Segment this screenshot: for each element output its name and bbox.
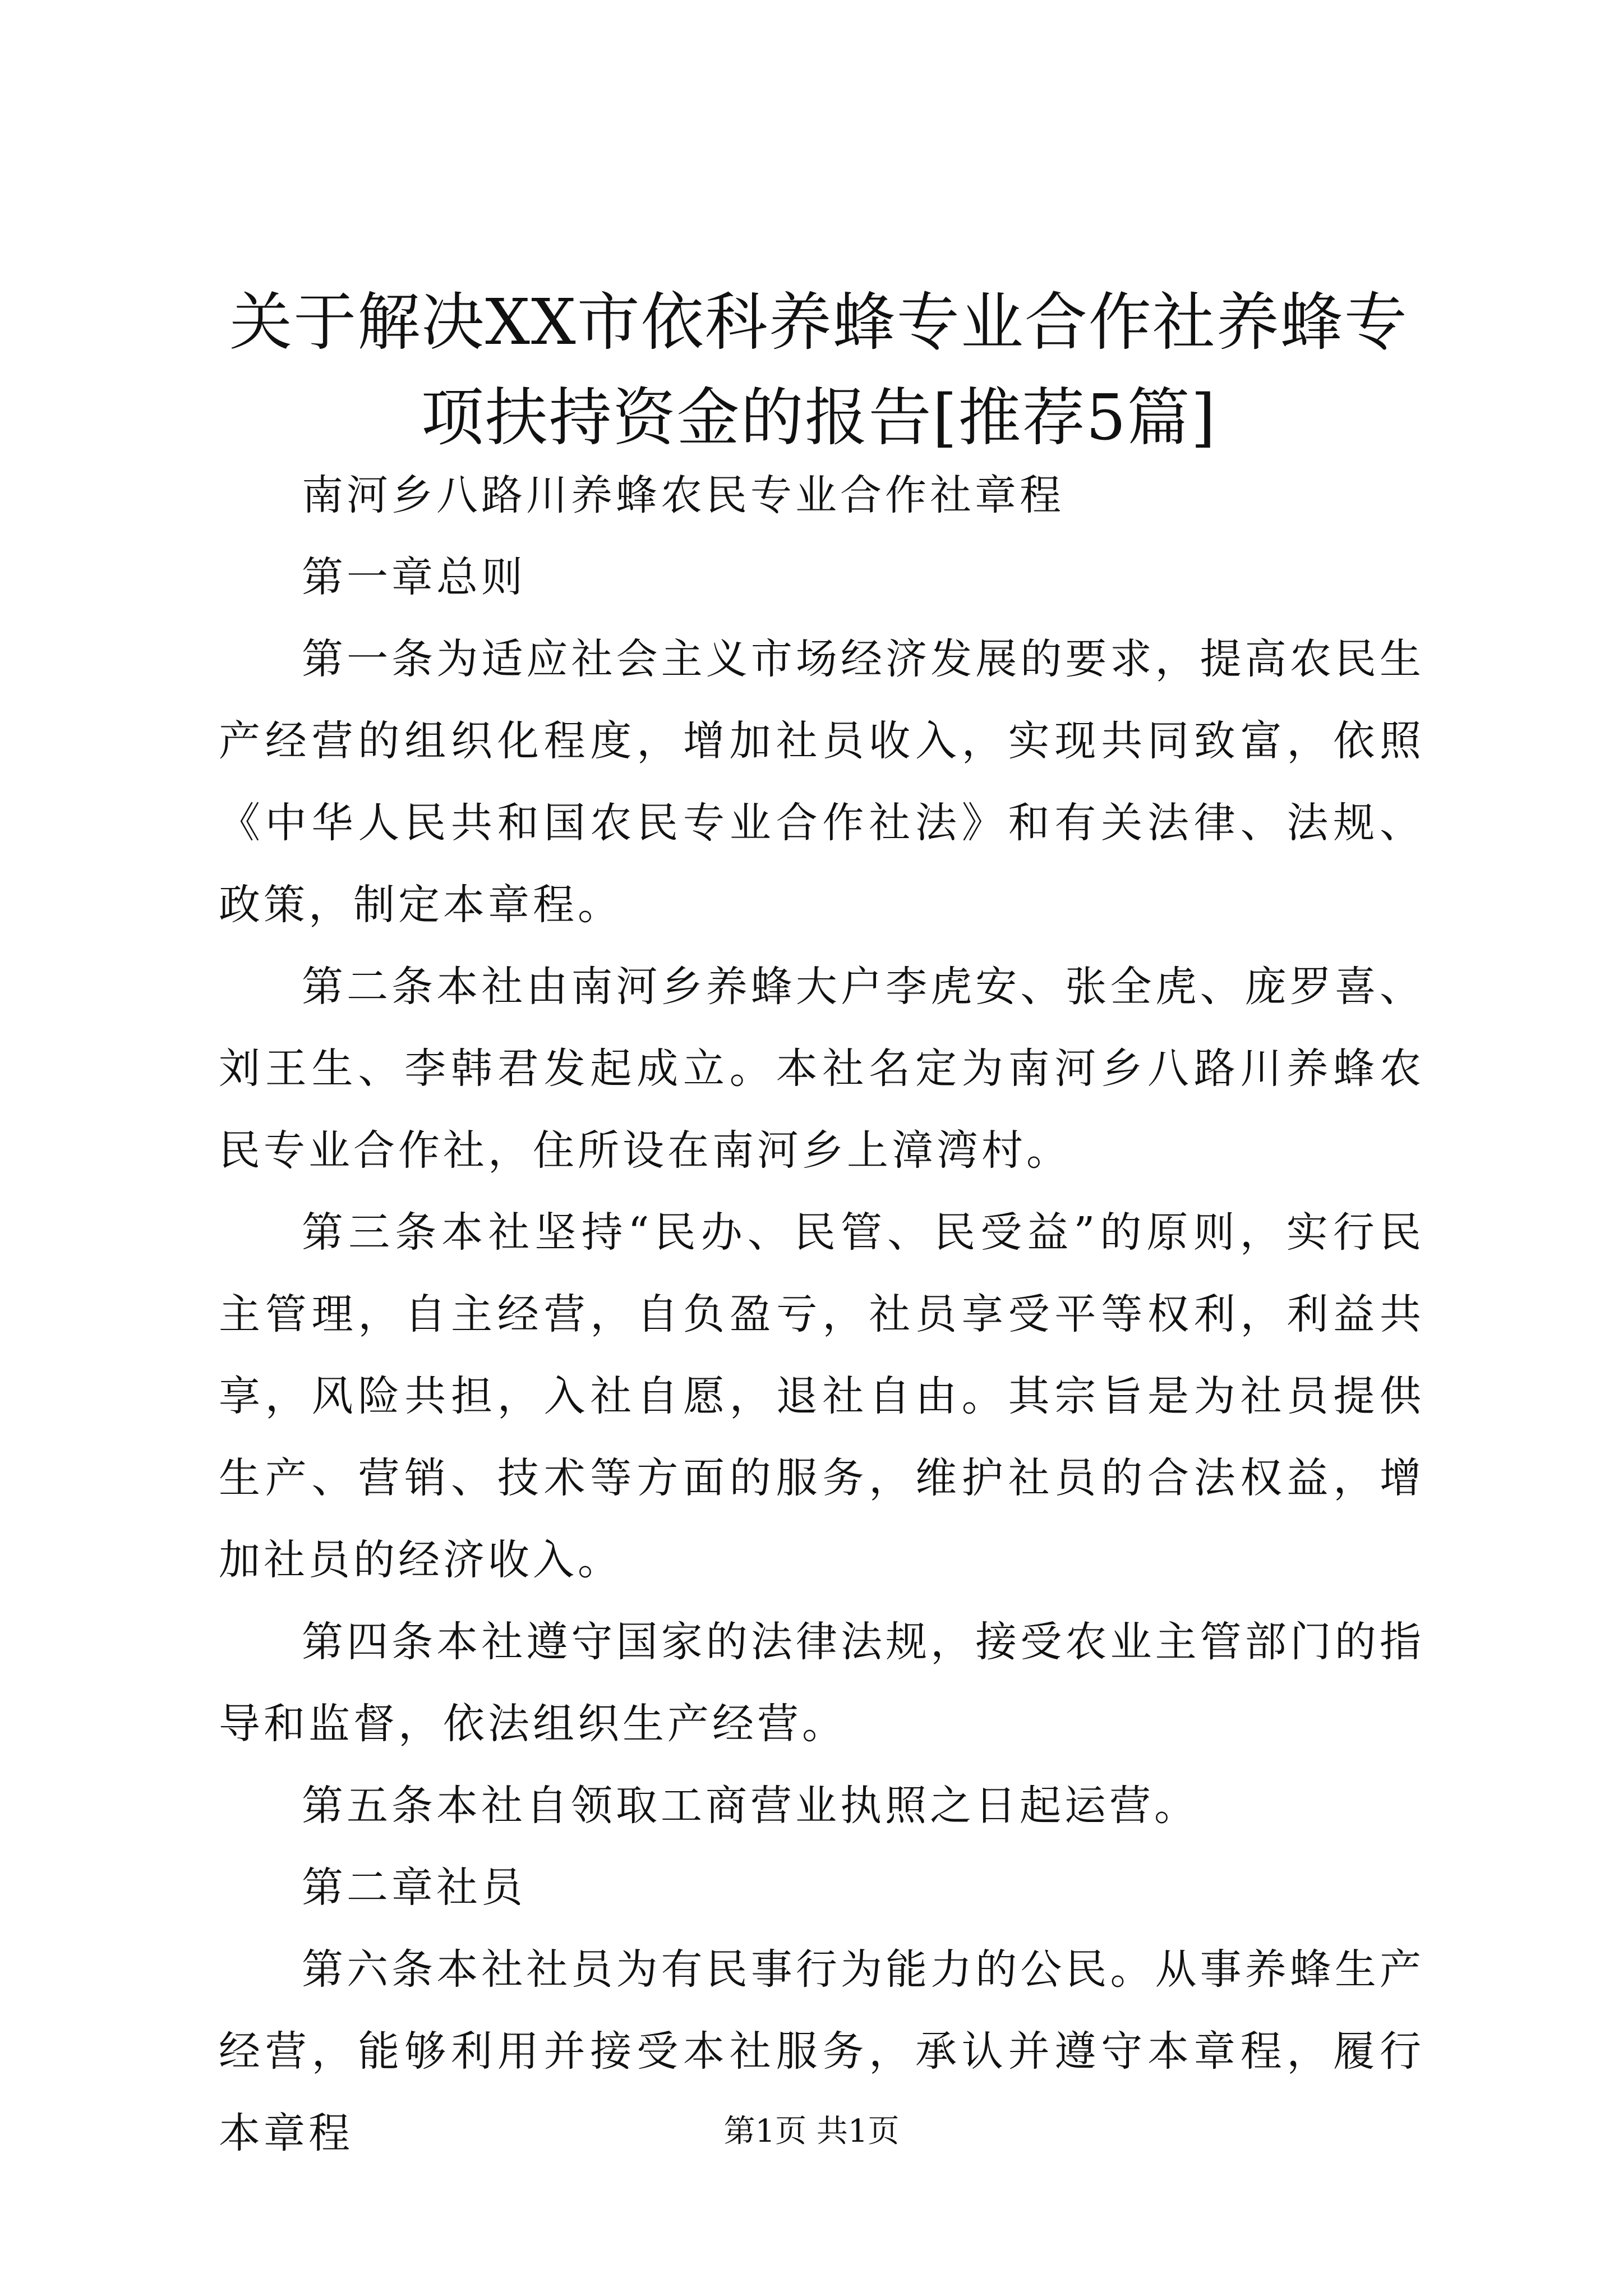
paragraph: 第二条本社由南河乡养蜂大户李虎安、张全虎、庞罗喜、刘王生、李韩君发起成立。本社名定为南河乡八路川养蜂农民专业合作社，住所设在南河乡上漳湾村。 [219, 963, 1424, 1175]
page-footer: 第1页 共1页 [723, 2113, 900, 2150]
document-body [219, 454, 1424, 2174]
document-title: 关于解决XX市依科养蜂专业合作社养蜂专项扶持资金的报告[推荐5篇] [229, 286, 1408, 454]
paragraph: 第一条为适应社会主义市场经济发展的要求，提高农民生产经营的组织化程度，增加社员收入，实现共同致富，依照《中华人民共和国农民专业合作社法》和有关法律、法规、政策，制定本章程。 [219, 635, 1424, 929]
chapter-heading: 第一章总则 [302, 553, 526, 601]
paragraph: 第五条本社自领取工商营业执照之日起运营。 [302, 1782, 1199, 1830]
paragraph: 第四条本社遵守国家的法律法规，接受农业主管部门的指导和监督，依法组织生产经营。 [219, 1618, 1424, 1748]
paragraph: 南河乡八路川养蜂农民专业合作社章程 [302, 471, 1064, 519]
paragraph: 第六条本社社员为有民事行为能力的公民。从事养蜂生产经营，能够利用并接受本社服务，承认并遵守本章程，履行本章程 [219, 1945, 1424, 2157]
chapter-heading: 第二章社员 [302, 1864, 526, 1912]
paragraph: 第三条本社坚持“民办、民管、民受益”的原则，实行民主管理，自主经营，自负盈亏，社员享受平等权利，利益共享，风险共担，入社自愿，退社自由。其宗旨是为社员提供生产、营销、技术等方面的服务，维护社员的合法权益，增加社员的经济收入。 [219, 1208, 1424, 1584]
